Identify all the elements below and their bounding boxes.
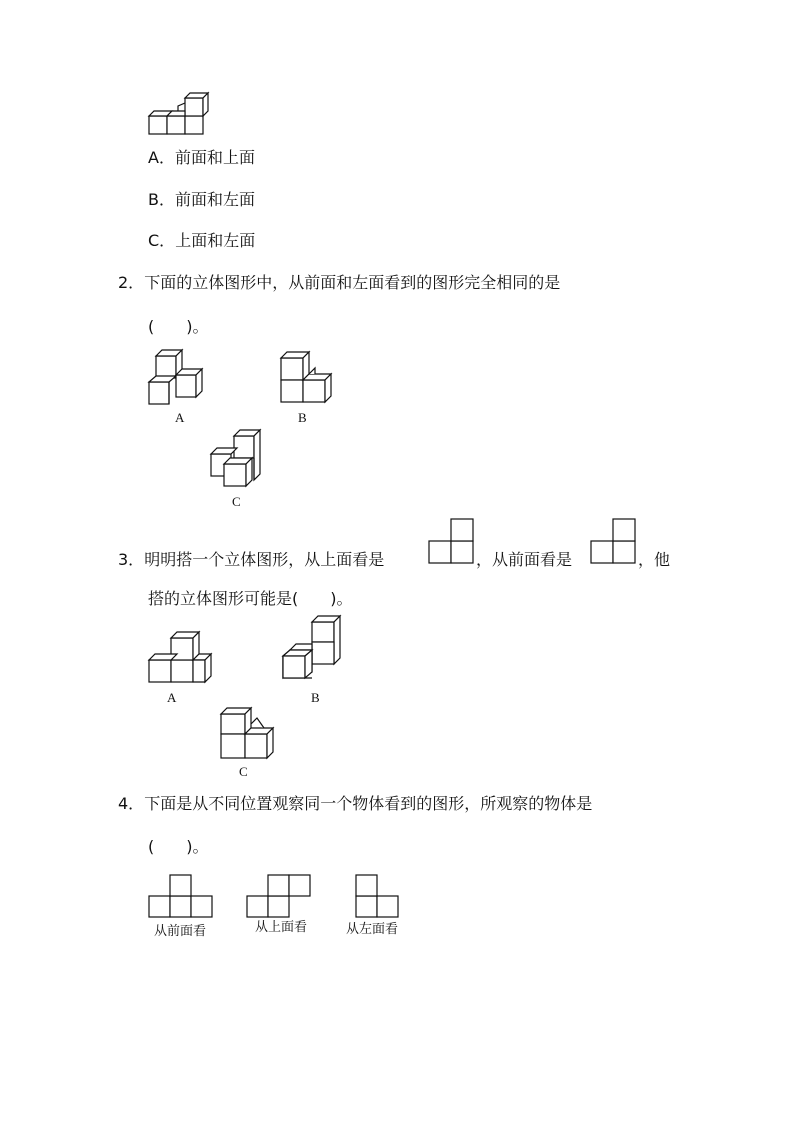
question-text: 明明搭一个立体图形，从上面看是 [144,550,385,569]
q4-left-view-figure [355,873,401,919]
q2-answer-blank: ( )。 [148,317,209,336]
option-letter: A． [148,148,175,167]
q2-figure-c [210,428,270,490]
q3-stem-end: ，他 [638,550,671,569]
question-number: 2． [118,273,145,292]
q3-label-a: A [167,690,177,705]
option-text: 上面和左面 [175,231,256,250]
q3-top-view-shape [428,518,474,564]
q4-front-view-label: 从前面看 [154,924,207,939]
q4-stem [118,793,592,815]
q2-label-c: C [232,494,241,509]
q1-option-a [148,147,255,169]
q3-figure-a [148,630,214,686]
q4-front-view-figure [148,873,214,919]
q4-left-view-label: 从左面看 [346,922,399,937]
q1-cube-figure [148,95,208,139]
q3-stem-mid: ，从前面看是 [476,550,573,569]
q4-top-view-figure [246,873,312,919]
q3-figure-c [220,704,280,760]
q2-label-a: A [175,410,185,425]
q2-label-b: B [298,410,307,425]
question-number: 3． [118,550,145,569]
option-letter: B． [148,190,175,209]
q4-top-view-label: 从上面看 [255,920,308,935]
question-number: 4． [118,794,145,813]
q3-line2: 搭的立体图形可能是( )。 [148,589,353,608]
q3-stem [118,549,384,571]
q3-figure-b [282,614,348,680]
option-letter: C． [148,231,176,250]
q3-label-b: B [311,690,320,705]
question-text: 下面是从不同位置观察同一个物体看到的图形，所观察的物体是 [144,794,593,813]
q1-option-b [148,189,255,211]
option-text: 前面和左面 [174,190,255,209]
question-text: 下面的立体图形中，从前面和左面看到的图形完全相同的是 [144,273,561,292]
option-text: 前面和上面 [174,148,255,167]
q1-option-c [148,230,255,252]
q2-stem [118,272,560,294]
q3-front-view-shape [590,518,636,564]
q2-figure-b [280,350,340,404]
q2-figure-a [148,348,208,408]
q3-label-c: C [239,764,248,779]
q4-answer-blank: ( )。 [148,837,209,856]
